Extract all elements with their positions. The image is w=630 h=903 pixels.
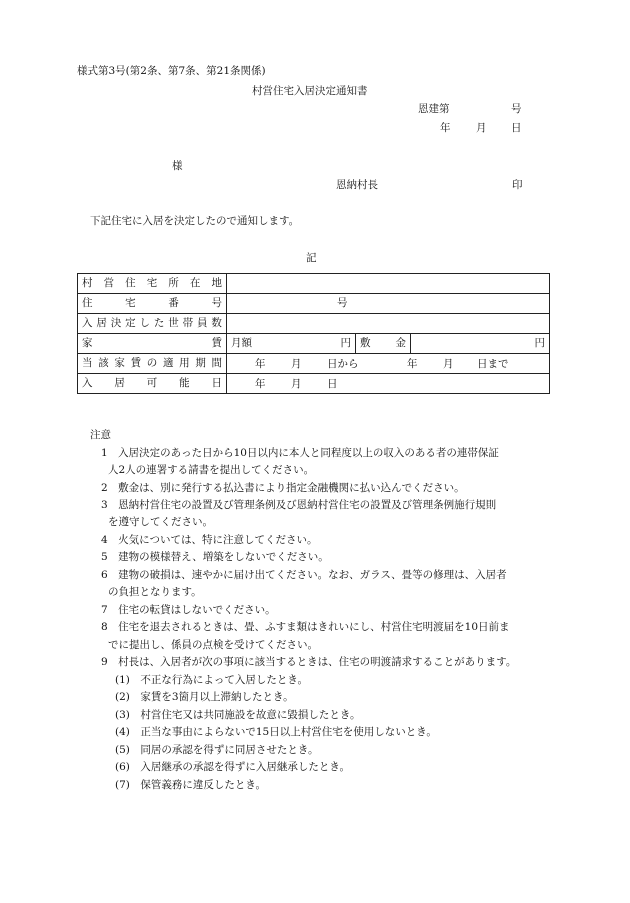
label-char: 用	[179, 357, 190, 370]
label-char: 可	[146, 377, 158, 390]
note-subitem: (1) 不正な行為によって入居したとき。	[115, 674, 308, 686]
label-char: 世	[168, 317, 179, 330]
label-char: 在	[189, 277, 201, 290]
period-month-to: 月	[443, 357, 454, 370]
label-char: 入	[82, 317, 93, 330]
label-char: し	[139, 317, 150, 330]
movein-label	[82, 378, 222, 389]
period-day-from: 日から	[327, 357, 359, 370]
date-month: 月	[476, 122, 487, 134]
housing-info-table	[77, 273, 550, 394]
note-line: 5 建物の模様替え、増築をしないでください。	[101, 551, 329, 563]
label-char: 賃	[211, 337, 222, 350]
label-char: 家	[114, 357, 125, 370]
label-char: 番	[168, 297, 179, 310]
note-line: を遵守してください。	[108, 516, 213, 528]
note-subitem: (5) 同居の承認を得ずに同居させたとき。	[115, 744, 319, 756]
label-char: 賃	[130, 357, 142, 370]
label-char: 当	[82, 357, 93, 370]
label-char: 宅	[125, 297, 136, 310]
note-subitem: (6) 入居継承の承認を得ずに入居継承したとき。	[115, 761, 350, 773]
period-label	[82, 358, 222, 369]
label-char: 該	[98, 357, 109, 370]
label-char: 居	[96, 317, 107, 330]
rent-yen: 円	[340, 337, 351, 350]
movein-month: 月	[291, 377, 302, 390]
label-char: 村	[82, 277, 93, 290]
doc-number-suffix: 号	[511, 103, 522, 115]
label-char: 期	[195, 357, 206, 370]
label-char: 帯	[182, 317, 194, 330]
note-subitem: (4) 正当な事由によらないで15日以上村営住宅を使用しないとき。	[115, 726, 437, 738]
label-char: 住	[125, 277, 136, 290]
label-char: 適	[162, 357, 174, 370]
note-line: 6 建物の破損は、速やかに届け出てください。なお、ガラス、畳等の修理は、入居者	[101, 569, 507, 581]
number-suffix: 号	[337, 297, 348, 310]
label-char: 間	[211, 357, 222, 370]
date-year: 年	[440, 122, 451, 134]
notes-heading: 注意	[90, 429, 111, 441]
note-line: 1 入居決定のあった日から10日以内に本人と同程度以上の収入のある者の連帯保証	[101, 447, 499, 459]
deposit-label	[360, 338, 406, 349]
monthly-label: 月額	[231, 337, 252, 350]
movein-year: 年	[255, 377, 266, 390]
label-char: 定	[125, 317, 136, 330]
note-line: 7 住宅の転貸はしないでください。	[101, 604, 276, 616]
ki-heading: 記	[306, 252, 317, 264]
note-line: 3 恩納村営住宅の設置及び管理条例及び恩納村営住宅の設置及び管理条例施行規則	[101, 499, 497, 511]
addressee-sama: 様	[172, 160, 183, 172]
note-line: 人2人の連署する請書を提出してください。	[108, 464, 315, 476]
label-char: 宅	[146, 277, 158, 290]
note-line: 4 火気については、特に注意してください。	[101, 534, 318, 546]
note-line: でに提出し、係員の点検を受けてください。	[108, 639, 318, 651]
label-char: の	[146, 357, 158, 370]
doc-number-prefix: 恩建第	[418, 103, 450, 115]
note-subitem: (3) 村営住宅又は共同施設を故意に毀損したとき。	[115, 709, 361, 721]
label-char: 号	[211, 297, 222, 310]
period-year-to: 年	[407, 357, 418, 370]
label-char: 員	[197, 317, 208, 330]
household-label	[82, 318, 222, 329]
period-month-from: 月	[291, 357, 302, 370]
label-char: 営	[103, 277, 115, 290]
label-char: 金	[395, 337, 406, 350]
label-char: 数	[211, 317, 222, 330]
note-line: の負担となります。	[108, 586, 202, 598]
table-row	[78, 294, 550, 314]
label-char: 住	[82, 297, 93, 310]
label-char: 家	[82, 337, 93, 350]
seal-mark: 印	[512, 179, 523, 191]
deposit-yen: 円	[534, 337, 545, 350]
label-char: 居	[114, 377, 125, 390]
note-line: 8 住宅を退去されるときは、畳、ふすま類はきれいにし、村営住宅明渡届を10日前ま	[101, 621, 510, 633]
table-row	[78, 274, 550, 294]
form-reference: 様式第3号(第2条、第7条、第21条関係)	[77, 65, 266, 77]
rent-label	[82, 338, 222, 349]
table-row	[78, 354, 550, 374]
location-value	[227, 274, 550, 294]
date-day: 日	[511, 122, 522, 134]
label-char: 決	[110, 317, 122, 330]
notice-body: 下記住宅に入居を決定したので通知します。	[90, 215, 300, 227]
label-char: 日	[211, 377, 222, 390]
label-char: 敷	[360, 337, 371, 350]
household-value	[227, 314, 550, 334]
period-year-from: 年	[255, 357, 266, 370]
label-char: 入	[82, 377, 93, 390]
label-char: た	[153, 317, 165, 330]
table-row	[78, 374, 550, 394]
note-line: 2 敷金は、別に発行する払込書により指定金融機関に払い込んでください。	[101, 482, 465, 494]
table-row	[78, 314, 550, 334]
note-subitem: (7) 保管義務に違反したとき。	[115, 779, 266, 791]
number-label	[82, 298, 222, 309]
table-row	[78, 334, 550, 354]
note-subitem: (2) 家賃を3箇月以上滞納したとき。	[115, 691, 294, 703]
label-char: 地	[211, 277, 222, 290]
issuer-name: 恩納村長	[336, 179, 378, 191]
label-char: 所	[168, 277, 179, 290]
location-label	[82, 278, 222, 289]
document-title: 村営住宅入居決定通知書	[252, 85, 368, 97]
note-line: 9 村長は、入居者が次の事項に該当するときは、住宅の明渡請求することがあります。	[101, 656, 517, 668]
movein-day: 日	[327, 377, 338, 390]
period-day-to: 日まで	[477, 357, 509, 370]
label-char: 能	[179, 377, 190, 390]
